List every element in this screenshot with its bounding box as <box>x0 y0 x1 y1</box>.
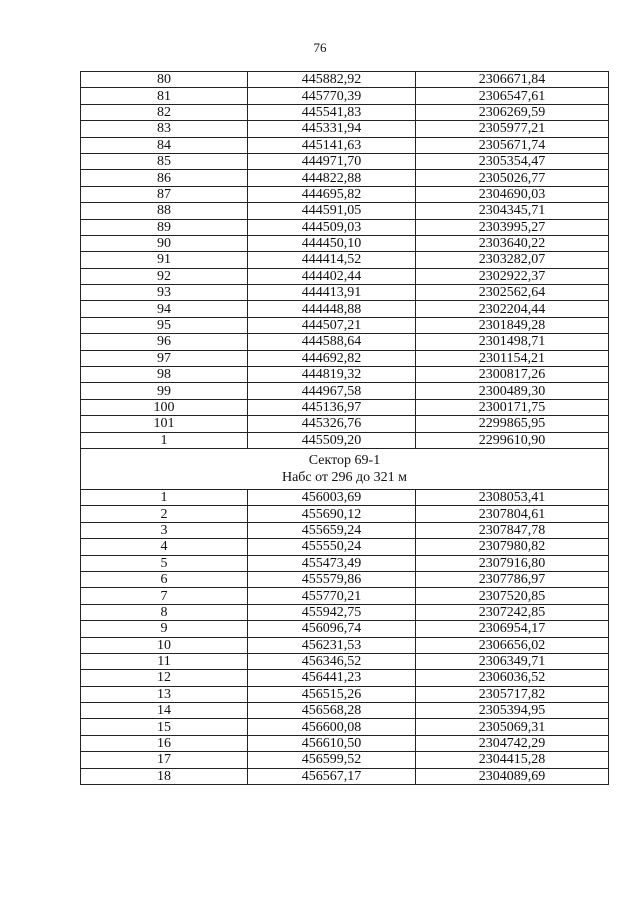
table-row <box>81 301 609 317</box>
point-number-cell: 87 <box>81 186 248 202</box>
point-number-cell: 82 <box>81 104 248 120</box>
point-number-cell: 9 <box>81 621 248 637</box>
x-coordinate-cell: 456599,52 <box>248 752 416 768</box>
y-coordinate-cell: 2301498,71 <box>416 334 609 350</box>
table-row <box>81 555 609 571</box>
x-coordinate-cell: 445770,39 <box>248 88 416 104</box>
coordinates-table <box>80 71 609 785</box>
point-number-cell: 17 <box>81 752 248 768</box>
y-coordinate-cell: 2304742,29 <box>416 735 609 751</box>
table-row <box>81 137 609 153</box>
table-row <box>81 604 609 620</box>
table-row <box>81 735 609 751</box>
x-coordinate-cell: 455690,12 <box>248 506 416 522</box>
x-coordinate-cell: 444509,03 <box>248 219 416 235</box>
table-row <box>81 588 609 604</box>
y-coordinate-cell: 2307520,85 <box>416 588 609 604</box>
y-coordinate-cell: 2305069,31 <box>416 719 609 735</box>
table-row <box>81 268 609 284</box>
table-row <box>81 367 609 383</box>
table-row <box>81 489 609 505</box>
table-row <box>81 219 609 235</box>
table-row <box>81 88 609 104</box>
y-coordinate-cell: 2299865,95 <box>416 416 609 432</box>
y-coordinate-cell: 2305717,82 <box>416 686 609 702</box>
point-number-cell: 80 <box>81 72 248 88</box>
point-number-cell: 94 <box>81 301 248 317</box>
table-row <box>81 703 609 719</box>
coordinates-table-body <box>81 72 609 785</box>
y-coordinate-cell: 2305977,21 <box>416 121 609 137</box>
point-number-cell: 8 <box>81 604 248 620</box>
point-number-cell: 6 <box>81 571 248 587</box>
point-number-cell: 2 <box>81 506 248 522</box>
table-row <box>81 653 609 669</box>
x-coordinate-cell: 456515,26 <box>248 686 416 702</box>
y-coordinate-cell: 2306547,61 <box>416 88 609 104</box>
x-coordinate-cell: 444591,05 <box>248 203 416 219</box>
x-coordinate-cell: 444695,82 <box>248 186 416 202</box>
y-coordinate-cell: 2306036,52 <box>416 670 609 686</box>
y-coordinate-cell: 2299610,90 <box>416 432 609 448</box>
point-number-cell: 10 <box>81 637 248 653</box>
point-number-cell: 1 <box>81 432 248 448</box>
x-coordinate-cell: 444819,32 <box>248 367 416 383</box>
table-row <box>81 334 609 350</box>
y-coordinate-cell: 2307980,82 <box>416 539 609 555</box>
y-coordinate-cell: 2306656,02 <box>416 637 609 653</box>
x-coordinate-cell: 444507,21 <box>248 317 416 333</box>
x-coordinate-cell: 445331,94 <box>248 121 416 137</box>
y-coordinate-cell: 2307804,61 <box>416 506 609 522</box>
section-header-cell <box>81 448 609 489</box>
y-coordinate-cell: 2301154,21 <box>416 350 609 366</box>
point-number-cell: 100 <box>81 399 248 415</box>
x-coordinate-cell: 444967,58 <box>248 383 416 399</box>
y-coordinate-cell: 2307786,97 <box>416 571 609 587</box>
point-number-cell: 98 <box>81 367 248 383</box>
x-coordinate-cell: 444588,64 <box>248 334 416 350</box>
x-coordinate-cell: 456231,53 <box>248 637 416 653</box>
table-row <box>81 522 609 538</box>
y-coordinate-cell: 2303640,22 <box>416 235 609 251</box>
table-row <box>81 153 609 169</box>
point-number-cell: 4 <box>81 539 248 555</box>
point-number-cell: 101 <box>81 416 248 432</box>
table-row <box>81 719 609 735</box>
table-row <box>81 235 609 251</box>
x-coordinate-cell: 444414,52 <box>248 252 416 268</box>
table-row <box>81 432 609 448</box>
table-row <box>81 252 609 268</box>
y-coordinate-cell: 2307242,85 <box>416 604 609 620</box>
y-coordinate-cell: 2301849,28 <box>416 317 609 333</box>
point-number-cell: 3 <box>81 522 248 538</box>
x-coordinate-cell: 456567,17 <box>248 768 416 784</box>
table-row <box>81 317 609 333</box>
x-coordinate-cell: 456600,08 <box>248 719 416 735</box>
x-coordinate-cell: 445326,76 <box>248 416 416 432</box>
table-row <box>81 350 609 366</box>
table-row <box>81 285 609 301</box>
table-row <box>81 621 609 637</box>
table-row <box>81 768 609 784</box>
x-coordinate-cell: 455659,24 <box>248 522 416 538</box>
point-number-cell: 83 <box>81 121 248 137</box>
x-coordinate-cell: 444971,70 <box>248 153 416 169</box>
x-coordinate-cell: 455550,24 <box>248 539 416 555</box>
table-row <box>81 104 609 120</box>
y-coordinate-cell: 2302562,64 <box>416 285 609 301</box>
table-row <box>81 637 609 653</box>
table-row <box>81 203 609 219</box>
y-coordinate-cell: 2300817,26 <box>416 367 609 383</box>
table-row <box>81 121 609 137</box>
table-row <box>81 399 609 415</box>
x-coordinate-cell: 444448,88 <box>248 301 416 317</box>
point-number-cell: 96 <box>81 334 248 350</box>
y-coordinate-cell: 2304690,03 <box>416 186 609 202</box>
x-coordinate-cell: 444692,82 <box>248 350 416 366</box>
y-coordinate-cell: 2302922,37 <box>416 268 609 284</box>
x-coordinate-cell: 456096,74 <box>248 621 416 637</box>
point-number-cell: 7 <box>81 588 248 604</box>
x-coordinate-cell: 456610,50 <box>248 735 416 751</box>
table-row <box>81 571 609 587</box>
y-coordinate-cell: 2307847,78 <box>416 522 609 538</box>
table-row <box>81 752 609 768</box>
point-number-cell: 85 <box>81 153 248 169</box>
y-coordinate-cell: 2304345,71 <box>416 203 609 219</box>
table-row <box>81 539 609 555</box>
x-coordinate-cell: 455942,75 <box>248 604 416 620</box>
point-number-cell: 1 <box>81 489 248 505</box>
x-coordinate-cell: 456346,52 <box>248 653 416 669</box>
point-number-cell: 93 <box>81 285 248 301</box>
y-coordinate-cell: 2302204,44 <box>416 301 609 317</box>
table-row <box>81 686 609 702</box>
point-number-cell: 16 <box>81 735 248 751</box>
point-number-cell: 97 <box>81 350 248 366</box>
point-number-cell: 15 <box>81 719 248 735</box>
point-number-cell: 12 <box>81 670 248 686</box>
point-number-cell: 95 <box>81 317 248 333</box>
table-row <box>81 170 609 186</box>
table-row <box>81 670 609 686</box>
x-coordinate-cell: 444402,44 <box>248 268 416 284</box>
point-number-cell: 92 <box>81 268 248 284</box>
x-coordinate-cell: 445509,20 <box>248 432 416 448</box>
x-coordinate-cell: 455473,49 <box>248 555 416 571</box>
y-coordinate-cell: 2300489,30 <box>416 383 609 399</box>
point-number-cell: 84 <box>81 137 248 153</box>
point-number-cell: 14 <box>81 703 248 719</box>
table-row <box>81 383 609 399</box>
x-coordinate-cell: 455770,21 <box>248 588 416 604</box>
point-number-cell: 91 <box>81 252 248 268</box>
x-coordinate-cell: 444822,88 <box>248 170 416 186</box>
point-number-cell: 90 <box>81 235 248 251</box>
x-coordinate-cell: 445141,63 <box>248 137 416 153</box>
y-coordinate-cell: 2304089,69 <box>416 768 609 784</box>
x-coordinate-cell: 445136,97 <box>248 399 416 415</box>
y-coordinate-cell: 2305394,95 <box>416 703 609 719</box>
y-coordinate-cell: 2306954,17 <box>416 621 609 637</box>
y-coordinate-cell: 2305354,47 <box>416 153 609 169</box>
point-number-cell: 5 <box>81 555 248 571</box>
y-coordinate-cell: 2304415,28 <box>416 752 609 768</box>
y-coordinate-cell: 2306269,59 <box>416 104 609 120</box>
table-row <box>81 506 609 522</box>
x-coordinate-cell: 444450,10 <box>248 235 416 251</box>
point-number-cell: 11 <box>81 653 248 669</box>
point-number-cell: 18 <box>81 768 248 784</box>
y-coordinate-cell: 2303282,07 <box>416 252 609 268</box>
y-coordinate-cell: 2306671,84 <box>416 72 609 88</box>
y-coordinate-cell: 2307916,80 <box>416 555 609 571</box>
x-coordinate-cell: 456441,23 <box>248 670 416 686</box>
y-coordinate-cell: 2306349,71 <box>416 653 609 669</box>
page-number: 76 <box>313 40 327 55</box>
table-row <box>81 72 609 88</box>
y-coordinate-cell: 2305026,77 <box>416 170 609 186</box>
section-subtitle: Набс от 296 до 321 м <box>281 469 408 485</box>
point-number-cell: 86 <box>81 170 248 186</box>
table-row <box>81 186 609 202</box>
x-coordinate-cell: 455579,86 <box>248 571 416 587</box>
x-coordinate-cell: 445541,83 <box>248 104 416 120</box>
section-title: Сектор 69-1 <box>308 452 381 468</box>
point-number-cell: 81 <box>81 88 248 104</box>
point-number-cell: 89 <box>81 219 248 235</box>
point-number-cell: 88 <box>81 203 248 219</box>
x-coordinate-cell: 445882,92 <box>248 72 416 88</box>
y-coordinate-cell: 2308053,41 <box>416 489 609 505</box>
point-number-cell: 99 <box>81 383 248 399</box>
y-coordinate-cell: 2300171,75 <box>416 399 609 415</box>
x-coordinate-cell: 456568,28 <box>248 703 416 719</box>
point-number-cell: 13 <box>81 686 248 702</box>
x-coordinate-cell: 444413,91 <box>248 285 416 301</box>
y-coordinate-cell: 2303995,27 <box>416 219 609 235</box>
section-header-row <box>81 448 609 489</box>
table-row <box>81 416 609 432</box>
x-coordinate-cell: 456003,69 <box>248 489 416 505</box>
y-coordinate-cell: 2305671,74 <box>416 137 609 153</box>
